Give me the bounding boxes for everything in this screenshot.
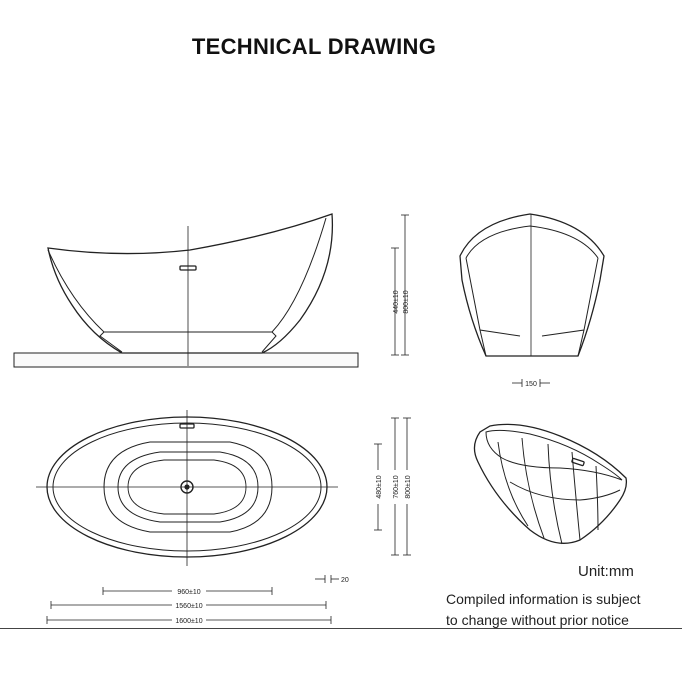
end-view [460, 214, 604, 356]
top-inner-width-label: 480±10 [376, 475, 383, 499]
top-height-total-label: 800±10 [405, 475, 412, 499]
floor-slab [14, 353, 358, 367]
top-inner-length-label: 960±10 [177, 589, 201, 596]
top-view [36, 410, 338, 566]
top-overall-width-label: 760±10 [393, 475, 400, 499]
tub-end-outline [460, 214, 604, 356]
top-overall-length-label: 1600±10 [175, 618, 203, 625]
drawing-title: TECHNICAL DRAWING [191, 34, 437, 59]
side-dimensions [391, 215, 409, 355]
rim-thickness-label: 20 [341, 577, 349, 584]
notice-line-2: to change without prior notice [446, 612, 629, 628]
notice-line-1: Compiled information is subject [446, 591, 641, 607]
bottom-rule [0, 628, 682, 629]
side-height-total-label: 800±10 [403, 290, 410, 314]
side-height-inner-label: 440±10 [393, 290, 400, 314]
perspective-view [474, 424, 626, 544]
end-base-width-label: 150 [525, 381, 537, 388]
side-view [14, 214, 358, 367]
unit-label: Unit:mm [578, 563, 634, 580]
tub-perspective-outline [474, 424, 626, 543]
notice-text [446, 589, 641, 631]
top-outer-inner-label: 1560±10 [175, 603, 203, 610]
